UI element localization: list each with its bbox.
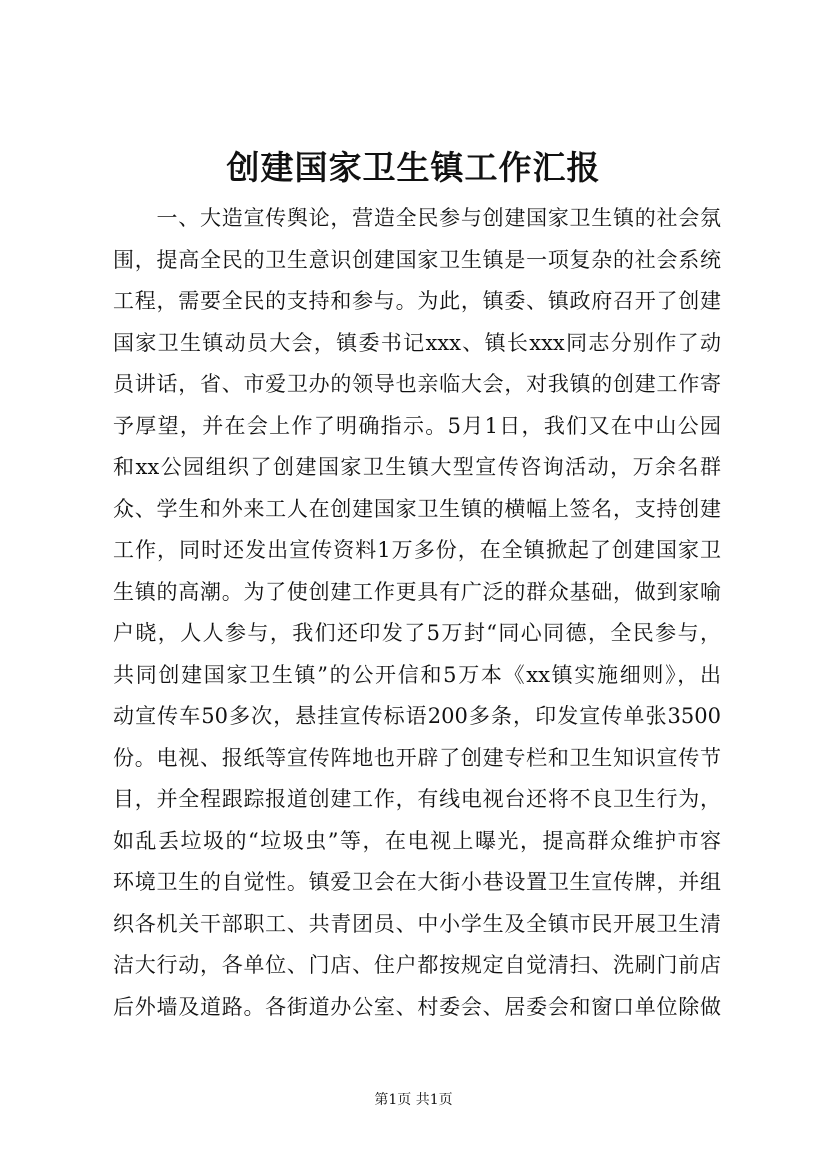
body-line: 众、学生和外来工人在创建国家卫生镇的横幅上签名，支持创建 <box>113 496 721 521</box>
page-footer: 第1页 共1页 <box>374 1092 453 1108</box>
body-line: 后外墙及道路。各街道办公室、村委会、居委会和窗口单位除做 <box>113 994 721 1019</box>
body-line: 围，提高全民的卫生意识创建国家卫生镇是一项复杂的社会系统 <box>113 247 721 272</box>
body-line: 户晓，人人参与，我们还印发了5万封“同心同德，全民参与， <box>113 621 721 645</box>
body-line: 份。电视、报纸等宣传阵地也开辟了创建专栏和卫生知识宣传节 <box>113 745 721 770</box>
body-line: 一、大造宣传舆论，营造全民参与创建国家卫生镇的社会氛 <box>113 206 721 230</box>
body-line: 洁大行动，各单位、门店、住户都按规定自觉清扫、洗刷门前店 <box>113 953 721 977</box>
body-line: 动宣传车50多次，悬挂宣传标语200多条，印发宣传单张3500 <box>113 704 721 728</box>
body-line: 环境卫生的自觉性。镇爱卫会在大街小巷设置卫生宣传牌，并组 <box>113 870 721 894</box>
body-line: 予厚望，并在会上作了明确指示。5月1日，我们又在中山公园 <box>113 413 721 438</box>
body-line: 工作，同时还发出宣传资料1万多份，在全镇掀起了创建国家卫 <box>113 538 721 562</box>
body-line: 和xx公园组织了创建国家卫生镇大型宣传咨询活动，万余名群 <box>113 455 721 479</box>
body-line: 织各机关干部职工、共青团员、中小学生及全镇市民开展卫生清 <box>113 911 721 936</box>
body-line: 国家卫生镇动员大会，镇委书记xxx、镇长xxx同志分别作了动 <box>113 330 721 355</box>
body-line: 共同创建国家卫生镇”的公开信和5万本《xx镇实施细则》，出 <box>113 662 721 687</box>
body-line: 生镇的高潮。为了使创建工作更具有广泛的群众基础，做到家喻 <box>113 579 721 604</box>
document-title: 创建国家卫生镇工作汇报 <box>226 148 601 187</box>
document-body <box>113 198 721 1028</box>
body-line: 员讲话，省、市爱卫办的领导也亲临大会，对我镇的创建工作寄 <box>113 372 721 396</box>
body-line: 如乱丢垃圾的“垃圾虫”等，在电视上曝光，提高群众维护市容 <box>113 828 721 853</box>
body-line: 工程，需要全民的支持和参与。为此，镇委、镇政府召开了创建 <box>113 289 721 313</box>
body-line: 目，并全程跟踪报道创建工作，有线电视台还将不良卫生行为， <box>113 787 721 811</box>
